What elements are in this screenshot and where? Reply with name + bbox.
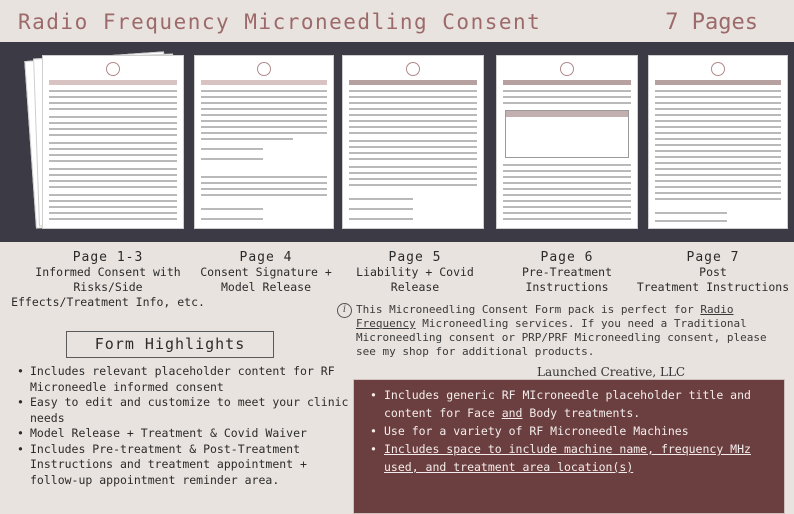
page-label-5 xyxy=(330,250,500,295)
page-description: Treatment Instructions xyxy=(636,280,790,294)
list-item: • Includes generic RF MIcroneedle placeholder title and content for Face and Body treatments. xyxy=(370,386,770,422)
list-item: • Use for a variety of RF Microneedle Machines xyxy=(370,422,770,440)
page-number: Page 1-3 xyxy=(72,250,144,265)
page-description: Pre-Treatment xyxy=(521,265,612,279)
page-title: Radio Frequency Microneedling Consent xyxy=(18,10,542,34)
list-item: • Includes Pre-treatment & Post-Treatment Instructions and treatment appointment + follow-up appointment reminder area. xyxy=(14,442,349,489)
list-item: • Model Release + Treatment & Covid Waiver xyxy=(14,426,349,442)
page-label-1-3 xyxy=(8,250,208,310)
page-description: Model Release xyxy=(220,280,311,294)
brand-name: Launched Creative, LLC xyxy=(537,365,686,379)
list-item: • Easy to edit and customize to meet your clinic needs xyxy=(14,395,349,426)
features-panel xyxy=(353,379,785,514)
info-icon: i xyxy=(337,303,352,318)
page-description: Liability + Covid Release xyxy=(356,265,474,294)
form-highlights-heading: Form Highlights xyxy=(66,331,274,358)
info-note xyxy=(356,303,786,359)
page-thumbnail-4[interactable] xyxy=(194,55,334,229)
page-label-4 xyxy=(186,250,346,295)
page-thumbnail-5[interactable] xyxy=(342,55,484,229)
page-thumbnail-7[interactable] xyxy=(648,55,788,229)
logo-icon xyxy=(560,62,574,76)
logo-icon xyxy=(711,62,725,76)
page-number: Page 6 xyxy=(540,250,594,265)
list-item xyxy=(370,440,770,476)
form-highlights-list xyxy=(14,364,349,488)
list-item: • Includes relevant placeholder content for RF Microneedle informed consent xyxy=(14,364,349,395)
info-text: This Microneedling Consent Form pack is perfect for xyxy=(356,303,701,316)
page-description: Risks/Side xyxy=(73,280,143,294)
underlined-text: and xyxy=(501,406,523,420)
page-description: Informed Consent with xyxy=(35,265,181,279)
page-count: 7 Pages xyxy=(665,10,758,35)
page-description: Post xyxy=(699,265,727,279)
page-description: Consent Signature + xyxy=(200,265,332,279)
page-thumbnail-1-3[interactable] xyxy=(42,55,184,229)
page-thumbnail-6[interactable] xyxy=(496,55,638,229)
page-label-6 xyxy=(492,250,642,295)
page-description: Effects/Treatment Info, etc. xyxy=(11,295,205,309)
page-number: Page 4 xyxy=(239,250,293,265)
page-number: Page 5 xyxy=(388,250,442,265)
logo-icon xyxy=(106,62,120,76)
logo-icon xyxy=(257,62,271,76)
page-number: Page 7 xyxy=(686,250,740,265)
underlined-text: Includes space to include machine name, frequency MHz used, and treatment area location(s) xyxy=(384,442,751,474)
radio-frequency-link[interactable]: Radio Frequency xyxy=(356,303,734,330)
page-label-7 xyxy=(632,250,794,295)
logo-icon xyxy=(406,62,420,76)
info-text: Microneedling services. If you need a Traditional Microneedling consent or PRP/PRF Microneedling consent, please see my shop for additional products. xyxy=(356,317,767,358)
page-description: Instructions xyxy=(525,280,609,294)
